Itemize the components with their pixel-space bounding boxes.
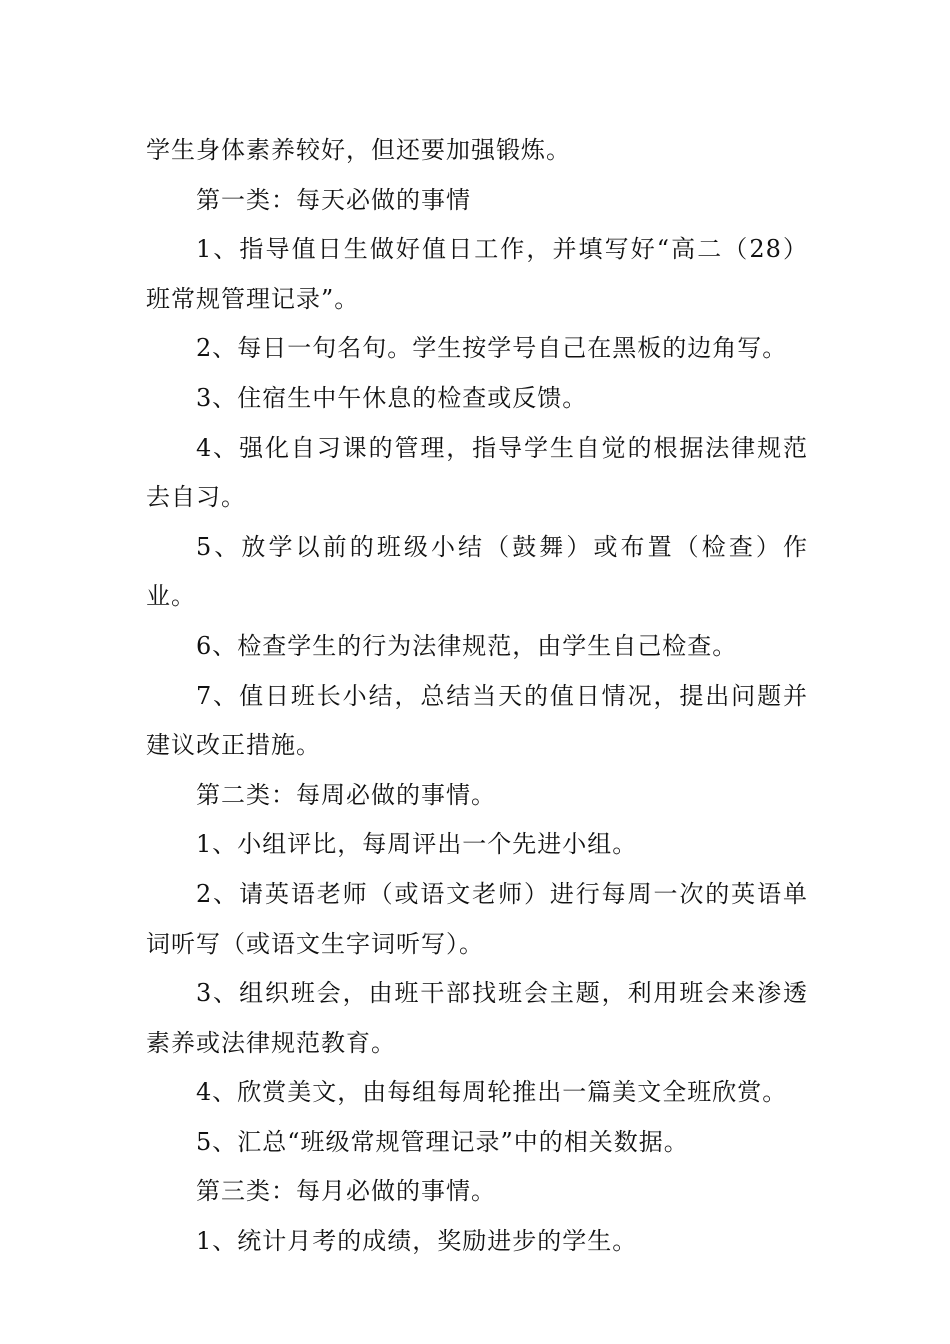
daily-item-7: 7、值日班长小结，总结当天的值日情况，提出问题并建议改正措施。 — [146, 681, 808, 760]
document-body — [146, 126, 808, 1267]
daily-item-6: 6、检查学生的行为法律规范，由学生自己检查。 — [196, 631, 738, 660]
weekly-item-4: 4、欣赏美文，由每组每周轮推出一篇美文全班欣赏。 — [196, 1078, 788, 1107]
daily-item-3: 3、住宿生中午休息的检查或反馈。 — [196, 383, 588, 412]
section-heading-monthly: 第三类：每月必做的事情。 — [196, 1177, 496, 1206]
section-heading-daily: 第一类：每天必做的事情 — [196, 185, 471, 214]
weekly-item-3: 3、组织班会，由班干部找班会主题，利用班会来渗透素养或法律规范教育。 — [146, 979, 808, 1057]
section-heading-weekly: 第二类：每周必做的事情。 — [196, 780, 496, 809]
weekly-item-5: 5、汇总“班级常规管理记录”中的相关数据。 — [196, 1127, 689, 1156]
weekly-item-1: 1、小组评比，每周评出一个先进小组。 — [196, 830, 638, 859]
weekly-item-2: 2、请英语老师（或语文老师）进行每周一次的英语单词听写（或语文生字词听写）。 — [146, 879, 808, 958]
paragraph-1: 学生身体素养较好，但还要加强锻炼。 — [146, 136, 571, 164]
daily-item-1: 1、指导值日生做好值日工作，并填写好“高二（28）班常规管理记录”。 — [146, 235, 808, 313]
monthly-item-1: 1、统计月考的成绩，奖励进步的学生。 — [196, 1227, 638, 1256]
daily-item-2: 2、每日一句名句。学生按学号自己在黑板的边角写。 — [196, 334, 788, 363]
daily-item-4: 4、强化自习课的管理，指导学生自觉的根据法律规范去自习。 — [146, 433, 808, 512]
daily-item-5: 5、放学以前的班级小结（鼓舞）或布置（检查）作业。 — [146, 532, 808, 611]
